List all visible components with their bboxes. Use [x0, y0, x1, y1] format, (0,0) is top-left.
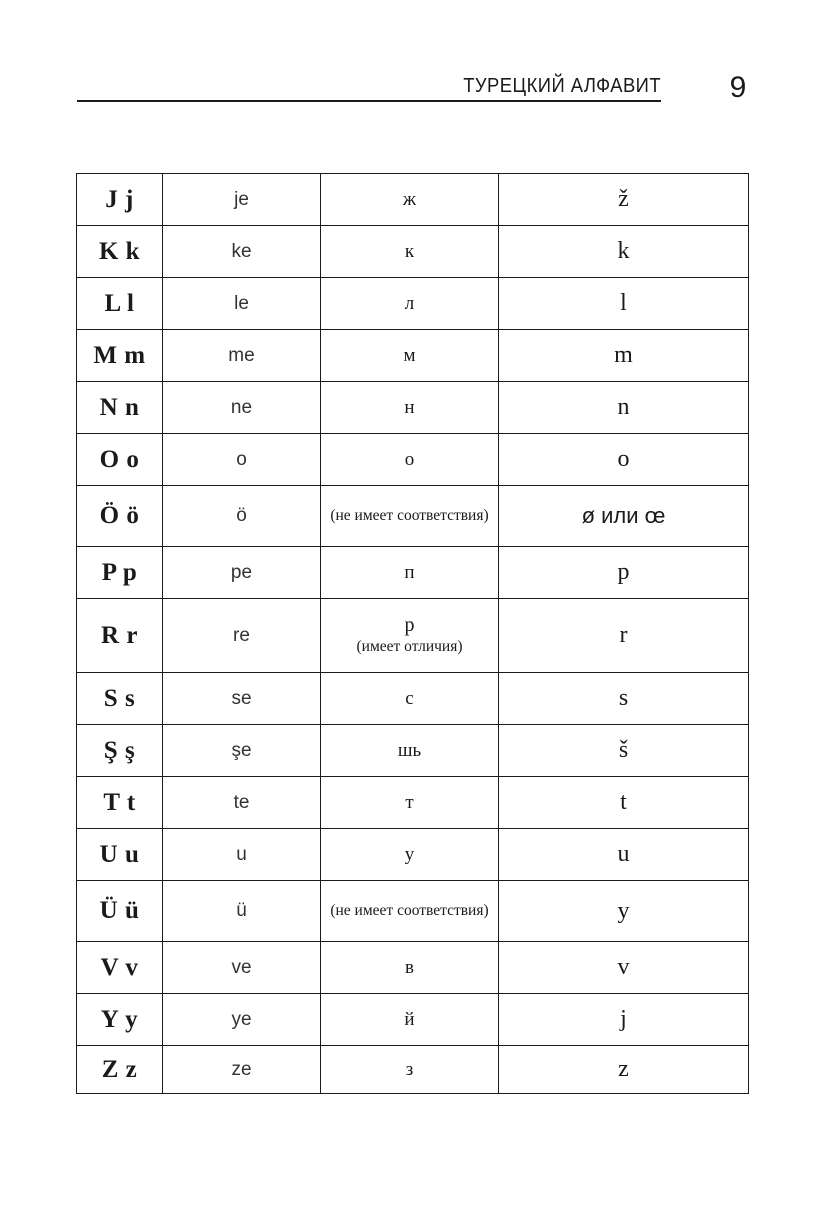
letter-cell: N n — [77, 382, 163, 434]
russian-equivalent-cell: т — [321, 777, 499, 829]
letter-cell: R r — [77, 599, 163, 673]
table-row — [77, 486, 749, 547]
letter-cell: V v — [77, 942, 163, 994]
letter-name-cell: re — [163, 599, 321, 673]
russian-equivalent-cell: о — [321, 434, 499, 486]
letter-cell: O o — [77, 434, 163, 486]
transcription-cell: t — [499, 777, 749, 829]
table-row — [77, 1046, 749, 1094]
letter-name-cell: je — [163, 174, 321, 226]
table-row — [77, 330, 749, 382]
letter-name-cell: se — [163, 673, 321, 725]
letter-name-cell: ö — [163, 486, 321, 547]
transcription-cell: n — [499, 382, 749, 434]
russian-equivalent-cell: м — [321, 330, 499, 382]
section-title: ТУРЕЦКИЙ АЛФАВИТ — [463, 75, 661, 97]
letter-cell: Ö ö — [77, 486, 163, 547]
transcription-cell — [499, 486, 749, 547]
russian-equivalent-cell: у — [321, 829, 499, 881]
transcription-cell: j — [499, 994, 749, 1046]
russian-equivalent-cell — [321, 599, 499, 673]
russian-equivalent-cell: з — [321, 1046, 499, 1094]
transcription-cell: y — [499, 881, 749, 942]
table-row — [77, 174, 749, 226]
letter-cell: M m — [77, 330, 163, 382]
russian-equivalent-note: (не имеет соответствия) — [330, 507, 489, 524]
transcription-cell: š — [499, 725, 749, 777]
letter-name-cell: pe — [163, 547, 321, 599]
russian-equivalent-cell — [321, 881, 499, 942]
russian-equivalent-cell: с — [321, 673, 499, 725]
letter-cell: K k — [77, 226, 163, 278]
table-row — [77, 673, 749, 725]
transcription-cell: u — [499, 829, 749, 881]
letter-name-cell: ke — [163, 226, 321, 278]
letter-cell: Ü ü — [77, 881, 163, 942]
russian-equivalent-note: (не имеет соответствия) — [330, 902, 489, 919]
letter-cell: P p — [77, 547, 163, 599]
table-row — [77, 599, 749, 673]
russian-equivalent-cell: шь — [321, 725, 499, 777]
russian-equivalent-cell: й — [321, 994, 499, 1046]
transcription-cell: o — [499, 434, 749, 486]
letter-cell: S s — [77, 673, 163, 725]
letter-name-cell: u — [163, 829, 321, 881]
russian-equivalent-note: (имеет отличия) — [356, 637, 463, 655]
letter-name-cell: şe — [163, 725, 321, 777]
table-row — [77, 942, 749, 994]
letter-name-cell: ze — [163, 1046, 321, 1094]
russian-equivalent-cell: в — [321, 942, 499, 994]
transcription-value: ø или œ — [581, 502, 666, 528]
russian-equivalent-cell: к — [321, 226, 499, 278]
russian-equivalent-cell — [321, 486, 499, 547]
table-row — [77, 829, 749, 881]
russian-equivalent-cell: ж — [321, 174, 499, 226]
russian-equivalent-value: р — [404, 613, 415, 636]
alphabet-table — [76, 173, 749, 1094]
letter-cell: U u — [77, 829, 163, 881]
table-row — [77, 994, 749, 1046]
letter-name-cell: ve — [163, 942, 321, 994]
table-row — [77, 382, 749, 434]
transcription-cell: l — [499, 278, 749, 330]
table-row — [77, 725, 749, 777]
table-row — [77, 226, 749, 278]
letter-name-cell: le — [163, 278, 321, 330]
letter-cell: Ş ş — [77, 725, 163, 777]
transcription-cell: r — [499, 599, 749, 673]
transcription-cell: z — [499, 1046, 749, 1094]
transcription-cell: v — [499, 942, 749, 994]
letter-cell: Z z — [77, 1046, 163, 1094]
transcription-cell: m — [499, 330, 749, 382]
letter-cell: Y y — [77, 994, 163, 1046]
table-row — [77, 881, 749, 942]
table-row — [77, 434, 749, 486]
letter-cell: T t — [77, 777, 163, 829]
transcription-cell: s — [499, 673, 749, 725]
table-row — [77, 547, 749, 599]
transcription-cell: k — [499, 226, 749, 278]
russian-equivalent-cell: н — [321, 382, 499, 434]
letter-name-cell: me — [163, 330, 321, 382]
running-head — [77, 70, 661, 102]
letter-cell: L l — [77, 278, 163, 330]
russian-equivalent-cell: л — [321, 278, 499, 330]
transcription-cell: ž — [499, 174, 749, 226]
letter-cell: J j — [77, 174, 163, 226]
letter-name-cell: o — [163, 434, 321, 486]
letter-name-cell: ne — [163, 382, 321, 434]
transcription-cell: p — [499, 547, 749, 599]
letter-name-cell: te — [163, 777, 321, 829]
page-number: 9 — [729, 71, 747, 104]
letter-name-cell: ye — [163, 994, 321, 1046]
table-row — [77, 777, 749, 829]
russian-equivalent-cell: п — [321, 547, 499, 599]
table-row — [77, 278, 749, 330]
letter-name-cell: ü — [163, 881, 321, 942]
